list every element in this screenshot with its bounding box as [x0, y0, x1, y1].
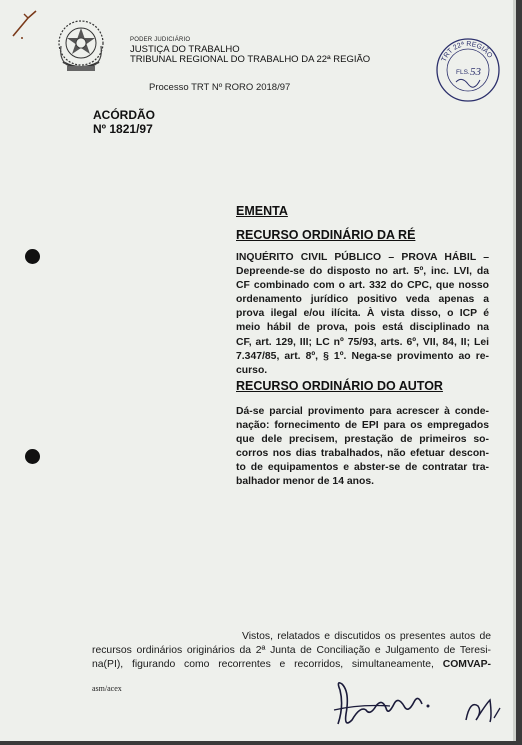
header-poder-judiciario: PODER JUDICIÁRIO [130, 37, 191, 43]
acordao-title: ACÓRDÃO [93, 108, 155, 122]
text-line: recursos ordinários originários da 2ª Junta de Conciliação e Julgamento de Teresi- [92, 645, 491, 657]
binder-hole [25, 449, 40, 464]
text-line: to de equipamentos e abster-se de contratar tra- [236, 462, 489, 474]
court-page-stamp [434, 36, 502, 104]
acordao-body-text [92, 630, 491, 673]
binder-hole [25, 249, 40, 264]
header-justica-do-trabalho: JUSTIÇA DO TRABALHO [130, 44, 240, 55]
processo-number: Processo TRT Nº RORO 2018/97 [149, 82, 291, 93]
recurso-autor-heading: RECURSO ORDINÁRIO DO AUTOR [236, 379, 443, 393]
coat-of-arms-icon [55, 16, 107, 78]
text-line: Vistos, relatados e discutidos os presentes autos de [242, 631, 491, 642]
acordao-number: Nº 1821/97 [93, 122, 153, 136]
handwritten-initials [460, 690, 505, 730]
text-line: nação: fornecimento de EPI para os empregados [236, 420, 489, 432]
recurso-re-text [236, 251, 489, 378]
text-segment: na(PI), figurando como recorrentes e recorridos, simultaneamente, [92, 659, 434, 671]
party-name-bold: COMVAP- [442, 659, 491, 671]
ementa-heading: EMENTA [236, 204, 288, 218]
handwritten-tick-mark [10, 8, 40, 40]
recurso-autor-text [236, 405, 489, 490]
text-line: ordenamento jurídico positivo veda apenas a [236, 294, 489, 306]
recurso-re-heading: RECURSO ORDINÁRIO DA RÉ [236, 228, 416, 242]
stamp-text: TRT 22ª REGIÃO [440, 40, 494, 63]
stamp-fls-label: FLS. [456, 69, 470, 76]
text-line: balhador menor de 14 anos. [236, 476, 375, 488]
text-line: meio hábil de prova, pois está disciplinado na [236, 322, 489, 334]
text-line: 7.347/85, art. 8º, § 1º. Nega-se provimento ao re- [236, 350, 489, 362]
text-line: Dá-se parcial provimento para acrescer à conde- [236, 406, 489, 417]
header-tribunal: TRIBUNAL REGIONAL DO TRABALHO DA 22ª REGIÃO [130, 54, 371, 65]
text-line: prova ilegal e/ou ilícita. À vista disso, o ICP é [236, 308, 489, 320]
handwritten-signature [330, 676, 440, 731]
footer-initials-code: asm/acex [92, 684, 122, 693]
text-line: corros nos dias trabalhados, não efetuar descon- [236, 448, 489, 460]
text-line: Depreende-se do disposto no art. 5º, inc. LVI, da [236, 266, 489, 278]
text-line: CF combinado com o art. 332 do CPC, que nosso [236, 280, 489, 292]
stamp-fls-value: 53 [470, 66, 481, 78]
text-line [92, 658, 491, 672]
text-line: INQUÉRITO CIVIL PÚBLICO – PROVA HÁBIL – [236, 252, 489, 263]
text-line: curso. [236, 364, 268, 376]
text-line: que dele precisem, prestação de primeiros so- [236, 434, 489, 446]
text-line: CF, art. 129, III; LC nº 75/93, arts. 6º, VII, 84, II; Lei [236, 336, 489, 348]
